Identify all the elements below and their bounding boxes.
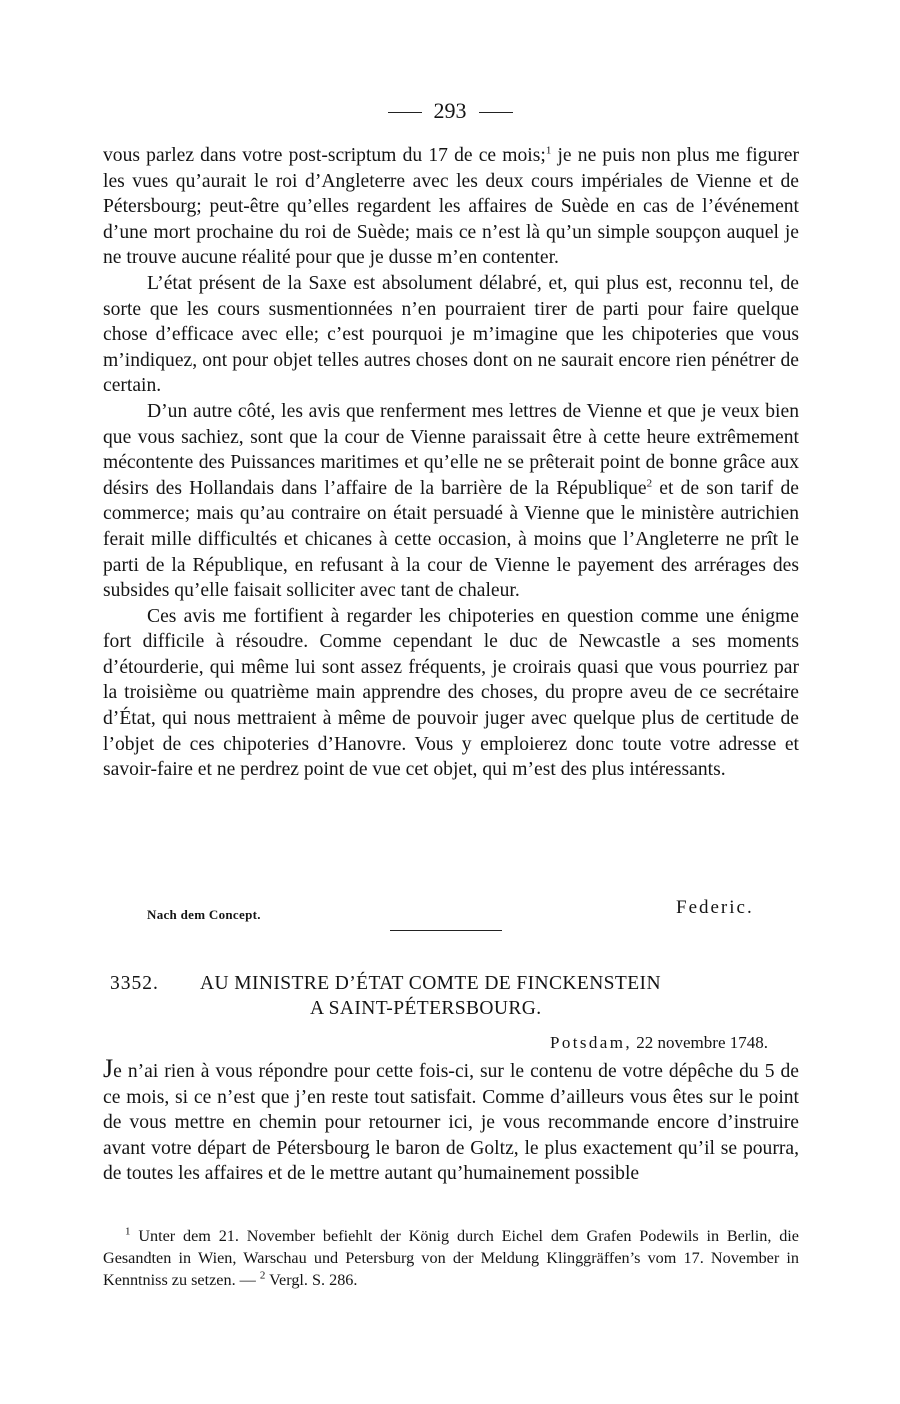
letter-heading bbox=[110, 971, 800, 1021]
paragraph: Je n’ai rien à vous répondre pour cette fois-ci, sur le contenu de votre dépêche du 5 de ce mois, si ce n’est que j’en reste tout satisfait. Comme d’ailleurs vous êtes sur le point de vous mettre en chemin pour retourner ici, je vous recommande encore d’instruire avant votre départ de Pétersbourg le baron de Goltz, le plus exactement qu’il se pourra, de toutes les affaires et de le mettre autant qu’humainement possible bbox=[103, 1054, 799, 1185]
paragraph: L’état présent de la Saxe est absolument délabré, et, qui plus est, reconnu tel, de sorte que les cours susmentionnées n’en pourraient tirer de parti pour faire quelque chose d’efficace avec elle; c’est pourquoi je m’imagine que les chipoteries que vous m’indiquez, ont pour objet telles autres choses dont on ne saurait encore rien pénétrer de certain. bbox=[103, 272, 799, 397]
letter-body bbox=[103, 143, 799, 783]
footnote-mark: 2 bbox=[259, 1269, 266, 1282]
signature: Federic. bbox=[676, 897, 754, 918]
page-number-header bbox=[0, 98, 900, 124]
page-number: 293 bbox=[433, 98, 467, 123]
footnotes bbox=[103, 1225, 799, 1291]
letter-closing bbox=[0, 897, 900, 937]
header-dash-left bbox=[388, 112, 422, 113]
footnote-ref: 2 bbox=[646, 477, 653, 490]
paragraph: vous parlez dans votre post-scriptum du 17 de ce mois;$^1$ je ne puis non plus me figurer les vues qu’aurait le roi d’Angleterre avec les deux cours impériales de Vienne et de Pétersbourg; peut-être qu’elles regardent les affaires de Suède en cas de l’événement d’une mort prochaine du roi de Suède; mais ce n’est là qu’un simple soupçon auquel je ne trouve aucune réalité pour que je dusse m’en contenter. bbox=[103, 144, 800, 269]
dateline-place: Potsdam, bbox=[550, 1033, 633, 1052]
section-divider bbox=[390, 930, 502, 931]
letter-number: 3352. bbox=[110, 973, 159, 994]
footnote: $^1$ Unter dem 21. November befiehlt der König durch Eichel dem Grafen Podewils in Berlin, die Gesandten in Wien, Warschau und Petersburg von der Meldung Klinggräffen’s vom 17. November in Kenntniss zu setzen. — $^2$ Vergl. S. 286. bbox=[103, 1225, 799, 1289]
recipient-line: AU MINISTRE D’ÉTAT COMTE DE FINCKENSTEIN bbox=[200, 973, 661, 994]
letter-body-2 bbox=[103, 1054, 799, 1187]
header-dash-right bbox=[479, 112, 513, 113]
footnote-mark: 1 bbox=[125, 1225, 131, 1238]
drop-cap: J bbox=[103, 1054, 114, 1083]
source-note: Nach dem Concept. bbox=[147, 907, 261, 922]
paragraph: D’un autre côté, les avis que renferment mes lettres de Vienne et que je veux bien que vous sachiez, sont que la cour de Vienne paraissait être à cette heure extrêmement mécontente des Puissances maritimes et qu’elle ne se prêterait point de bonne grâce aux désirs des Hollandais dans l’affaire de la barrière de la République$^2$ et de son tarif de commerce; mais qu’au contraire on était persuadé à Vienne que le ministère autrichien ferait mille difficultés et chicanes à cette occasion, à moins que l’Angleterre ne prît le parti de la République, en refusant à la cour de Vienne le payement des arrérages des subsides qu’elle faisait solliciter avec tant de chaleur. bbox=[103, 400, 799, 602]
paragraph: Ces avis me fortifient à regarder les chipoteries en question comme une énigme fort difficile à résoudre. Comme cependant le duc de Newcastle a ses moments d’étourderie, qui même lui sont assez fréquents, je croirais quasi que vous pourriez par la troisième ou quatrième main apprendre des choses, du propre aveu de ce secrétaire d’État, qui nous mettraient à même de pouvoir juger avec quelque plus de certitude de l’objet de ces chipoteries d’Hanovre. Vous y emploierez donc toute votre adresse et savoir-faire et ne perdrez point de vue cet objet, qui m’est des plus intéressants. bbox=[103, 605, 799, 781]
dateline-date: 22 novembre 1748. bbox=[636, 1033, 768, 1052]
dateline bbox=[0, 1033, 768, 1053]
recipient-location: A SAINT-PÉTERSBOURG. bbox=[310, 998, 542, 1019]
footnote-ref: 1 bbox=[545, 144, 552, 157]
